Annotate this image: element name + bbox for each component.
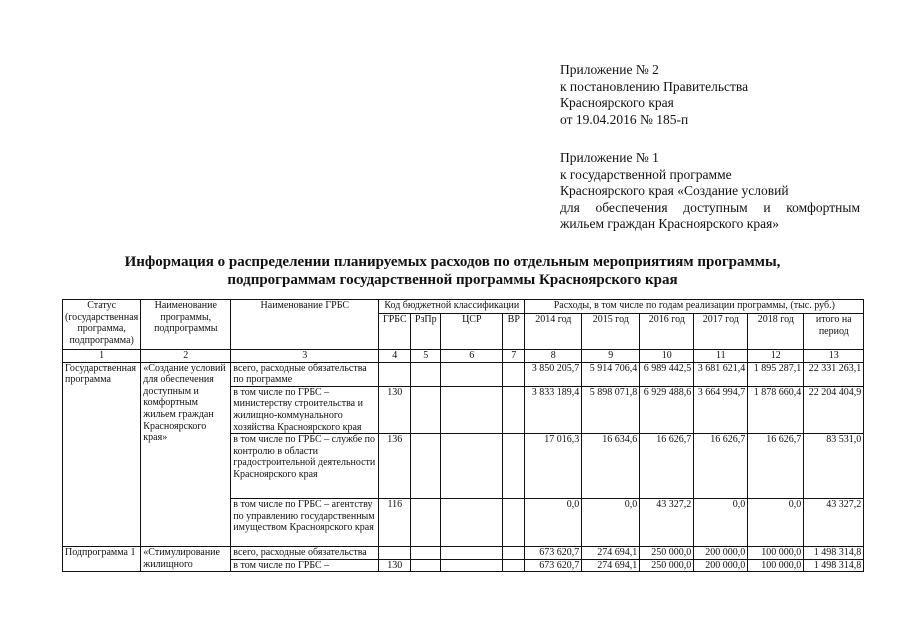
grbs-cell: 116 xyxy=(379,499,411,547)
rzpr-cell xyxy=(411,559,441,572)
value-2016: 6 989 442,5 xyxy=(640,362,694,386)
grbs-name-cell: всего, расходные обязательства xyxy=(231,547,379,560)
appendix-line: жильем граждан Красноярского края» xyxy=(560,216,780,231)
grbs-cell: 136 xyxy=(379,434,411,499)
header-total: итого на период xyxy=(804,314,864,350)
vr-cell xyxy=(503,499,525,547)
rzpr-cell xyxy=(411,386,441,433)
appendix-line: для обеспечения доступным и комфортным xyxy=(560,199,860,215)
value-2018: 100 000,0 xyxy=(748,559,804,572)
vr-cell xyxy=(503,547,525,560)
csr-cell xyxy=(441,434,503,499)
value-2018: 16 626,7 xyxy=(748,434,804,499)
csr-cell xyxy=(441,547,503,560)
col-number: 10 xyxy=(640,350,694,363)
appendix-line: к государственной программе xyxy=(560,166,732,182)
value-2017: 3 681 621,4 xyxy=(694,362,748,386)
header-status: Статус (государственная программа, подпрограмма) xyxy=(63,300,141,350)
col-number: 3 xyxy=(231,350,379,363)
col-number: 12 xyxy=(748,350,804,363)
grbs-cell xyxy=(379,362,411,386)
value-total: 43 327,2 xyxy=(804,499,864,547)
grbs-cell xyxy=(379,547,411,560)
value-2017: 200 000,0 xyxy=(694,547,748,560)
rzpr-cell xyxy=(411,434,441,499)
vr-cell xyxy=(503,434,525,499)
title-line-2: подпрограммам государственной программы Красноярского края xyxy=(227,272,678,288)
col-number: 8 xyxy=(525,350,582,363)
grbs-name-cell: в том числе по ГРБС – агентству по управлению государственным имуществом Красноярского края xyxy=(231,499,379,547)
header-2018: 2018 год xyxy=(748,314,804,350)
value-2018: 100 000,0 xyxy=(748,547,804,560)
rzpr-cell xyxy=(411,362,441,386)
col-number: 7 xyxy=(503,350,525,363)
appendix-line: Красноярского края xyxy=(560,95,674,110)
value-2016: 6 929 488,6 xyxy=(640,386,694,433)
program-name-cell: «Стимулирование жилищного xyxy=(141,547,231,572)
header-grbs-name: Наименование ГРБС xyxy=(231,300,379,350)
vr-cell xyxy=(503,559,525,572)
grbs-cell: 130 xyxy=(379,386,411,433)
appendix-line: Приложение № 1 xyxy=(560,150,659,165)
value-2015: 274 694,1 xyxy=(582,547,640,560)
value-2015: 0,0 xyxy=(582,499,640,547)
value-2016: 16 626,7 xyxy=(640,434,694,499)
value-total: 22 331 263,1 xyxy=(804,362,864,386)
csr-cell xyxy=(441,362,503,386)
header-budget-code: Код бюджетной классификации xyxy=(379,300,525,314)
status-cell: Государственная программа xyxy=(63,362,141,547)
appendix-block-1 xyxy=(560,62,748,128)
appendix-block-2 xyxy=(560,150,860,233)
header-grbs: ГРБС xyxy=(379,314,411,350)
value-2014: 17 016,3 xyxy=(525,434,582,499)
col-number: 5 xyxy=(411,350,441,363)
grbs-name-cell: всего, расходные обязательства по программе xyxy=(231,362,379,386)
value-2014: 673 620,7 xyxy=(525,547,582,560)
header-rzpr: РзПр xyxy=(411,314,441,350)
header-expenses: Расходы, в том числе по годам реализации программы, (тыс. руб.) xyxy=(525,300,864,314)
col-number: 1 xyxy=(63,350,141,363)
col-number: 2 xyxy=(141,350,231,363)
value-2017: 16 626,7 xyxy=(694,434,748,499)
csr-cell xyxy=(441,386,503,433)
header-2014: 2014 год xyxy=(525,314,582,350)
value-total: 83 531,0 xyxy=(804,434,864,499)
document-title xyxy=(60,253,845,289)
value-total: 22 204 404,9 xyxy=(804,386,864,433)
status-cell: Подпрограмма 1 xyxy=(63,547,141,572)
vr-cell xyxy=(503,362,525,386)
col-number: 11 xyxy=(694,350,748,363)
program-name-cell: «Создание условий для обеспечения доступным и комфортным жильем граждан Красноярского края» xyxy=(141,362,231,547)
header-name: Наименование программы, подпрограммы xyxy=(141,300,231,350)
value-2014: 3 850 205,7 xyxy=(525,362,582,386)
value-2018: 0,0 xyxy=(748,499,804,547)
value-2015: 5 914 706,4 xyxy=(582,362,640,386)
value-2014: 3 833 189,4 xyxy=(525,386,582,433)
appendix-line: Приложение № 2 xyxy=(560,62,659,77)
rzpr-cell xyxy=(411,499,441,547)
column-numbers-row xyxy=(63,350,864,363)
header-csr: ЦСР xyxy=(441,314,503,350)
col-number: 4 xyxy=(379,350,411,363)
value-2018: 1 895 287,1 xyxy=(748,362,804,386)
title-line-1: Информация о распределении планируемых расходов по отдельным мероприятиям программы, xyxy=(124,254,781,270)
value-2014: 0,0 xyxy=(525,499,582,547)
value-2015: 274 694,1 xyxy=(582,559,640,572)
value-2014: 673 620,7 xyxy=(525,559,582,572)
value-2017: 3 664 994,7 xyxy=(694,386,748,433)
col-number: 6 xyxy=(441,350,503,363)
grbs-cell: 130 xyxy=(379,559,411,572)
header-2015: 2015 год xyxy=(582,314,640,350)
header-vr: ВР xyxy=(503,314,525,350)
vr-cell xyxy=(503,386,525,433)
col-number: 13 xyxy=(804,350,864,363)
value-2018: 1 878 660,4 xyxy=(748,386,804,433)
value-2017: 200 000,0 xyxy=(694,559,748,572)
appendix-line: Красноярского края «Создание условий xyxy=(560,183,789,198)
value-2015: 5 898 071,8 xyxy=(582,386,640,433)
header-2017: 2017 год xyxy=(694,314,748,350)
grbs-name-cell: в том числе по ГРБС – xyxy=(231,559,379,572)
value-total: 1 498 314,8 xyxy=(804,559,864,572)
value-2016: 43 327,2 xyxy=(640,499,694,547)
col-number: 9 xyxy=(582,350,640,363)
table-row xyxy=(63,547,864,560)
appendix-line: от 19.04.2016 № 185-п xyxy=(560,111,689,127)
grbs-name-cell: в том числе по ГРБС – министерству строительства и жилищно-коммунального хозяйства Красноярского края xyxy=(231,386,379,433)
expenses-table xyxy=(62,299,864,572)
value-total: 1 498 314,8 xyxy=(804,547,864,560)
value-2017: 0,0 xyxy=(694,499,748,547)
value-2016: 250 000,0 xyxy=(640,547,694,560)
rzpr-cell xyxy=(411,547,441,560)
appendix-line: к постановлению Правительства xyxy=(560,78,749,94)
csr-cell xyxy=(441,499,503,547)
grbs-name-cell: в том числе по ГРБС – службе по контролю в области градостроительной деятельности Красноярского края xyxy=(231,434,379,499)
table-row xyxy=(63,362,864,386)
value-2015: 16 634,6 xyxy=(582,434,640,499)
header-2016: 2016 год xyxy=(640,314,694,350)
value-2016: 250 000,0 xyxy=(640,559,694,572)
csr-cell xyxy=(441,559,503,572)
